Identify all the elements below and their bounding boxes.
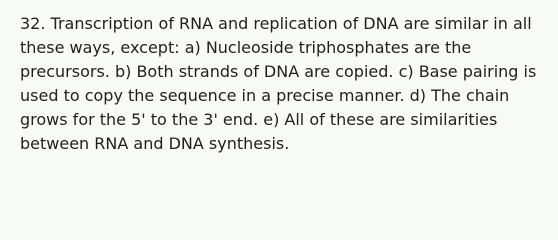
question-text: 32. Transcription of RNA and replication of DNA are similar in all these ways, except: a) Nucleoside triphosphates are the precursors. b) Both strands of DNA are copied. c) Base pairing is used to copy the sequence in a precise manner. d) The chain grows for the 5' to the 3' end. e) All of these are similarities between RNA and DNA synthesis.	[20, 14, 537, 153]
